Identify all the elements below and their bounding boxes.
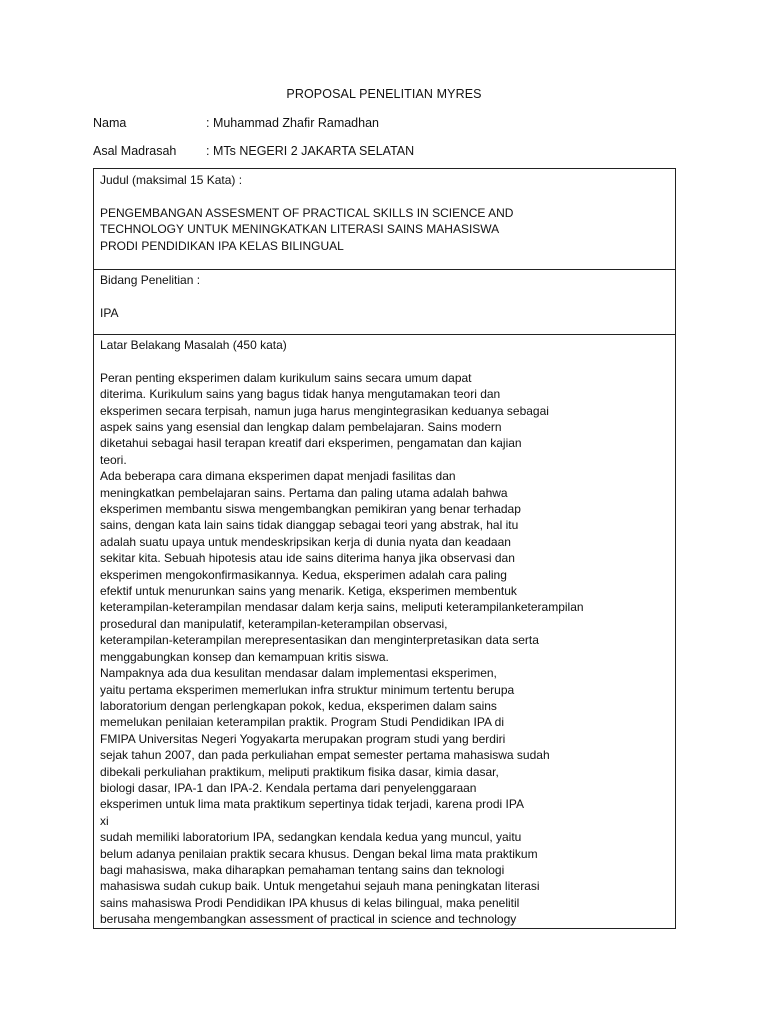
latar-line: efektif untuk menurunkan sains yang menarik. Ketiga, eksperimen membentuk [100,584,517,599]
latar-line: menggabungkan konsep dan kemampuan kritis siswa. [100,649,389,664]
judul-line: TECHNOLOGY UNTUK MENINGKATKAN LITERASI SAINS MAHASISWA [100,222,500,237]
madrasah-value: : MTs NEGERI 2 JAKARTA SELATAN [206,144,415,158]
latar-line: Ada beberapa cara dimana eksperimen dapat menjadi fasilitas dan [100,469,456,484]
latar-line: aspek sains yang esensial dan lengkap dalam pembelajaran. Sains modern [100,420,502,435]
bidang-value: IPA [100,305,119,320]
latar-line: yaitu pertama eksperimen memerlukan infra struktur minimum tertentu berupa [100,682,515,697]
latar-line: eksperimen secara terpisah, namun juga harus mengintegrasikan keduanya sebagai [100,403,549,418]
judul-line: PENGEMBANGAN ASSESMENT OF PRACTICAL SKILLS IN SCIENCE AND [100,205,514,220]
latar-line: sains, dengan kata lain sains tidak dianggap sebagai teori yang abstrak, hal itu [100,518,519,533]
latar-row [94,335,676,929]
latar-line: berusaha mengembangkan assessment of practical in science and technology [100,912,517,927]
latar-line: diterima. Kurikulum sains yang bagus tidak hanya mengutamakan teori dan [100,387,501,402]
latar-line: sekitar kita. Sebuah hipotesis atau ide sains diterima hanya jika observasi dan [100,551,515,566]
judul-label: Judul (maksimal 15 Kata) : [100,173,243,187]
latar-line: laboratorium dengan perlengkapan pokok, kedua, eksperimen dalam sains [100,698,497,713]
latar-label: Latar Belakang Masalah (450 kata) [100,338,287,352]
latar-line: belum adanya penilaian praktik secara khusus. Dengan bekal lima mata praktikum [100,846,538,861]
latar-line: bagi mahasiswa, maka diharapkan pemahaman tentang sains dan teknologi [100,862,505,877]
latar-line: sains mahasiswa Prodi Pendidikan IPA khusus di kelas bilingual, maka penelitil [100,895,520,910]
latar-line: xi [100,813,109,828]
latar-line: Nampaknya ada dua kesulitan mendasar dalam implementasi eksperimen, [100,666,497,681]
latar-line: eksperimen membantu siswa mengembangkan pemikiran yang benar terhadap [100,502,521,517]
latar-line: Peran penting eksperimen dalam kurikulum sains secara umum dapat [100,370,472,385]
bidang-row [94,270,676,335]
judul-line: PRODI PENDIDIKAN IPA KELAS BILINGUAL [100,238,344,253]
latar-line: prosedural dan manipulatif, keterampilan-keterampilan observasi, [100,616,448,631]
latar-line: FMIPA Universitas Negeri Yogyakarta merupakan program studi yang berdiri [100,731,506,746]
latar-cell [94,335,676,929]
latar-line: memelukan penilaian keterampilan praktik. Program Studi Pendidikan IPA di [100,715,504,730]
judul-cell [94,169,676,270]
page-title: PROPOSAL PENELITIAN MYRES [286,87,482,101]
latar-line: meningkatkan pembelajaran sains. Pertama dan paling utama adalah bahwa [100,485,508,500]
latar-line: sejak tahun 2007, dan pada perkuliahan empat semester pertama mahasiswa sudah [100,748,550,763]
madrasah-label: Asal Madrasah [93,144,177,158]
judul-row [94,169,676,270]
latar-line: keterampilan-keterampilan merepresentasikan dan menginterpretasikan data serta [100,633,539,648]
latar-line: mahasiswa sudah cukup baik. Untuk mengetahui sejauh mana peningkatan literasi [100,879,540,894]
latar-line: eksperimen mengokonfirmasikannya. Kedua, eksperimen adalah cara paling [100,567,507,582]
latar-line: adalah suatu upaya untuk mendeskripsikan kerja di dunia nyata dan keadaan [100,534,511,549]
proposal-form-table [93,168,676,929]
latar-body [100,370,669,928]
name-label: Nama [93,116,127,130]
latar-line: diketahui sebagai hasil terapan kreatif dari eksperimen, pengamatan dan kajian [100,436,522,451]
bidang-label: Bidang Penelitian : [100,273,201,287]
bidang-cell [94,270,676,335]
latar-line: keterampilan-keterampilan mendasar dalam kerja sains, meliputi keterampilanketerampilan [100,600,584,615]
latar-line: eksperimen untuk lima mata praktikum sepertinya tidak terjadi, karena prodi IPA [100,797,524,812]
latar-line: sudah memiliki laboratorium IPA, sedangkan kendala kedua yang muncul, yaitu [100,830,522,845]
latar-line: biologi dasar, IPA-1 dan IPA-2. Kendala pertama dari penyelenggaraan [100,780,477,795]
latar-line: teori. [100,452,127,467]
latar-line: dibekali perkuliahan praktikum, meliputi praktikum fisika dasar, kimia dasar, [100,764,499,779]
name-value: : Muhammad Zhafir Ramadhan [206,116,379,130]
